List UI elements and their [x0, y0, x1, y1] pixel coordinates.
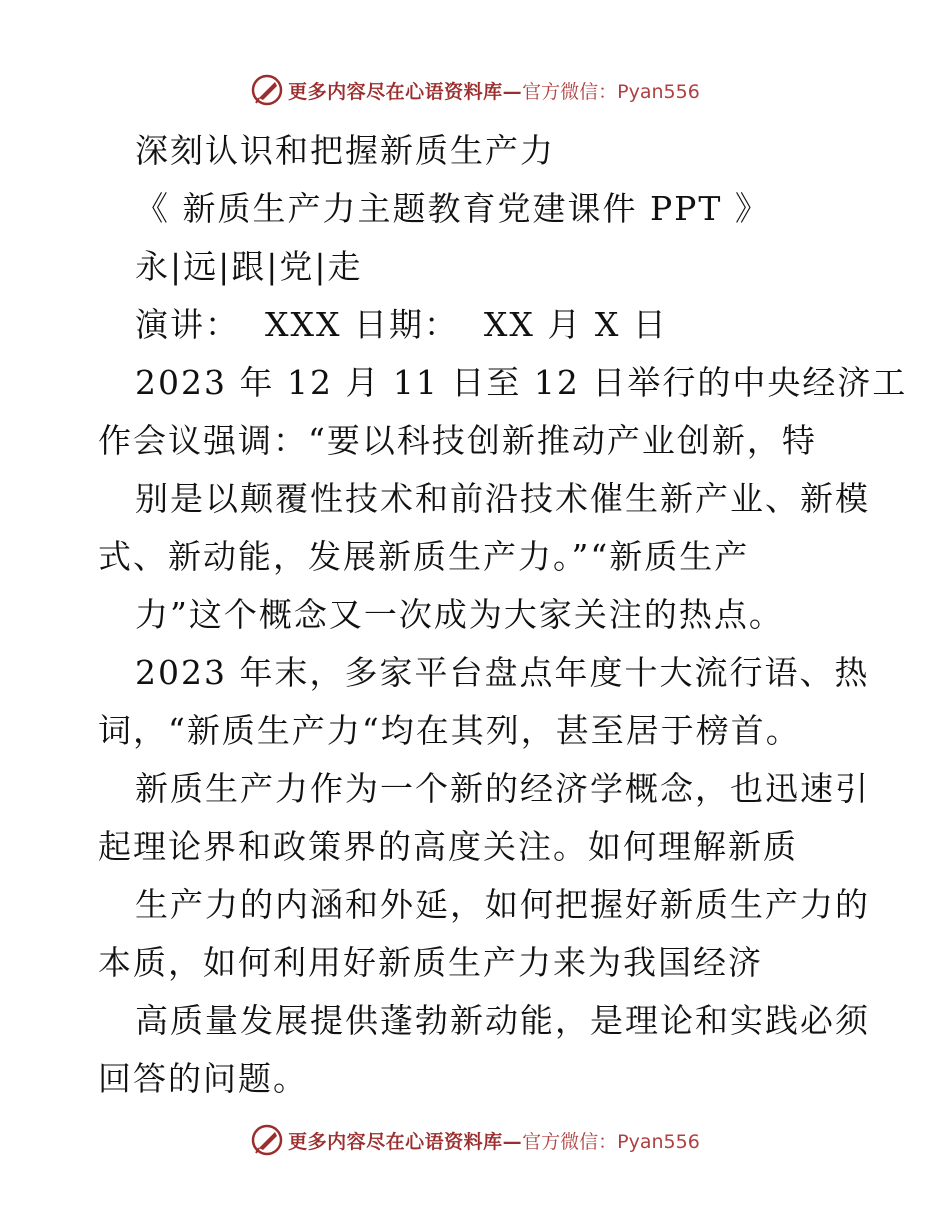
doc-title: 深刻认识和把握新质生产力: [135, 131, 555, 170]
quill-logo-icon: [250, 73, 284, 107]
paragraph-line: 2023 年末，多家平台盘点年度十大流行语、热: [135, 653, 870, 692]
paragraph-line: 别是以颠覆性技术和前沿技术催生新产业、新模: [135, 479, 870, 518]
banner-text: 更多内容尽在心语资料库—: [288, 1130, 523, 1153]
banner-wechat: 官方微信：Pyan556: [522, 80, 700, 103]
paragraph-line: 式、新动能，发展新质生产力。”“新质生产: [98, 537, 750, 576]
doc-slogan: 永|远|跟|党|走: [135, 247, 363, 286]
paragraph-line: 高质量发展提供蓬勃新动能，是理论和实践必须: [135, 1001, 870, 1040]
banner-text: 更多内容尽在心语资料库—: [288, 80, 523, 103]
paragraph-line: 本质，如何利用好新质生产力来为我国经济: [98, 943, 763, 982]
paragraph-line: 作会议强调：“要以科技创新推动产业创新，特: [98, 421, 817, 460]
paragraph-line: 回答的问题。: [98, 1059, 308, 1098]
banner-wechat: 官方微信：Pyan556: [522, 1130, 700, 1153]
paragraph-line: 新质生产力作为一个新的经济学概念，也迅速引: [135, 769, 870, 808]
paragraph-line: 词，“新质生产力“均在其列，甚至居于榜首。: [98, 711, 801, 750]
paragraph-line: 起理论界和政策界的高度关注。如何理解新质: [98, 827, 798, 866]
doc-subtitle: 《 新质生产力主题教育党建课件 PPT 》: [135, 189, 770, 228]
paragraph-line: 力”这个概念又一次成为大家关注的热点。: [135, 595, 784, 634]
quill-logo-icon: [250, 1123, 284, 1157]
paragraph-line: 2023 年 12 月 11 日至 12 日举行的中央经济工: [135, 363, 908, 402]
paragraph-line: 生产力的内涵和外延，如何把握好新质生产力的: [135, 885, 870, 924]
footer-banner: [0, 1120, 950, 1160]
doc-speaker-date: 演讲： XXX 日期： XX 月 X 日: [135, 305, 668, 344]
header-banner: [0, 70, 950, 110]
